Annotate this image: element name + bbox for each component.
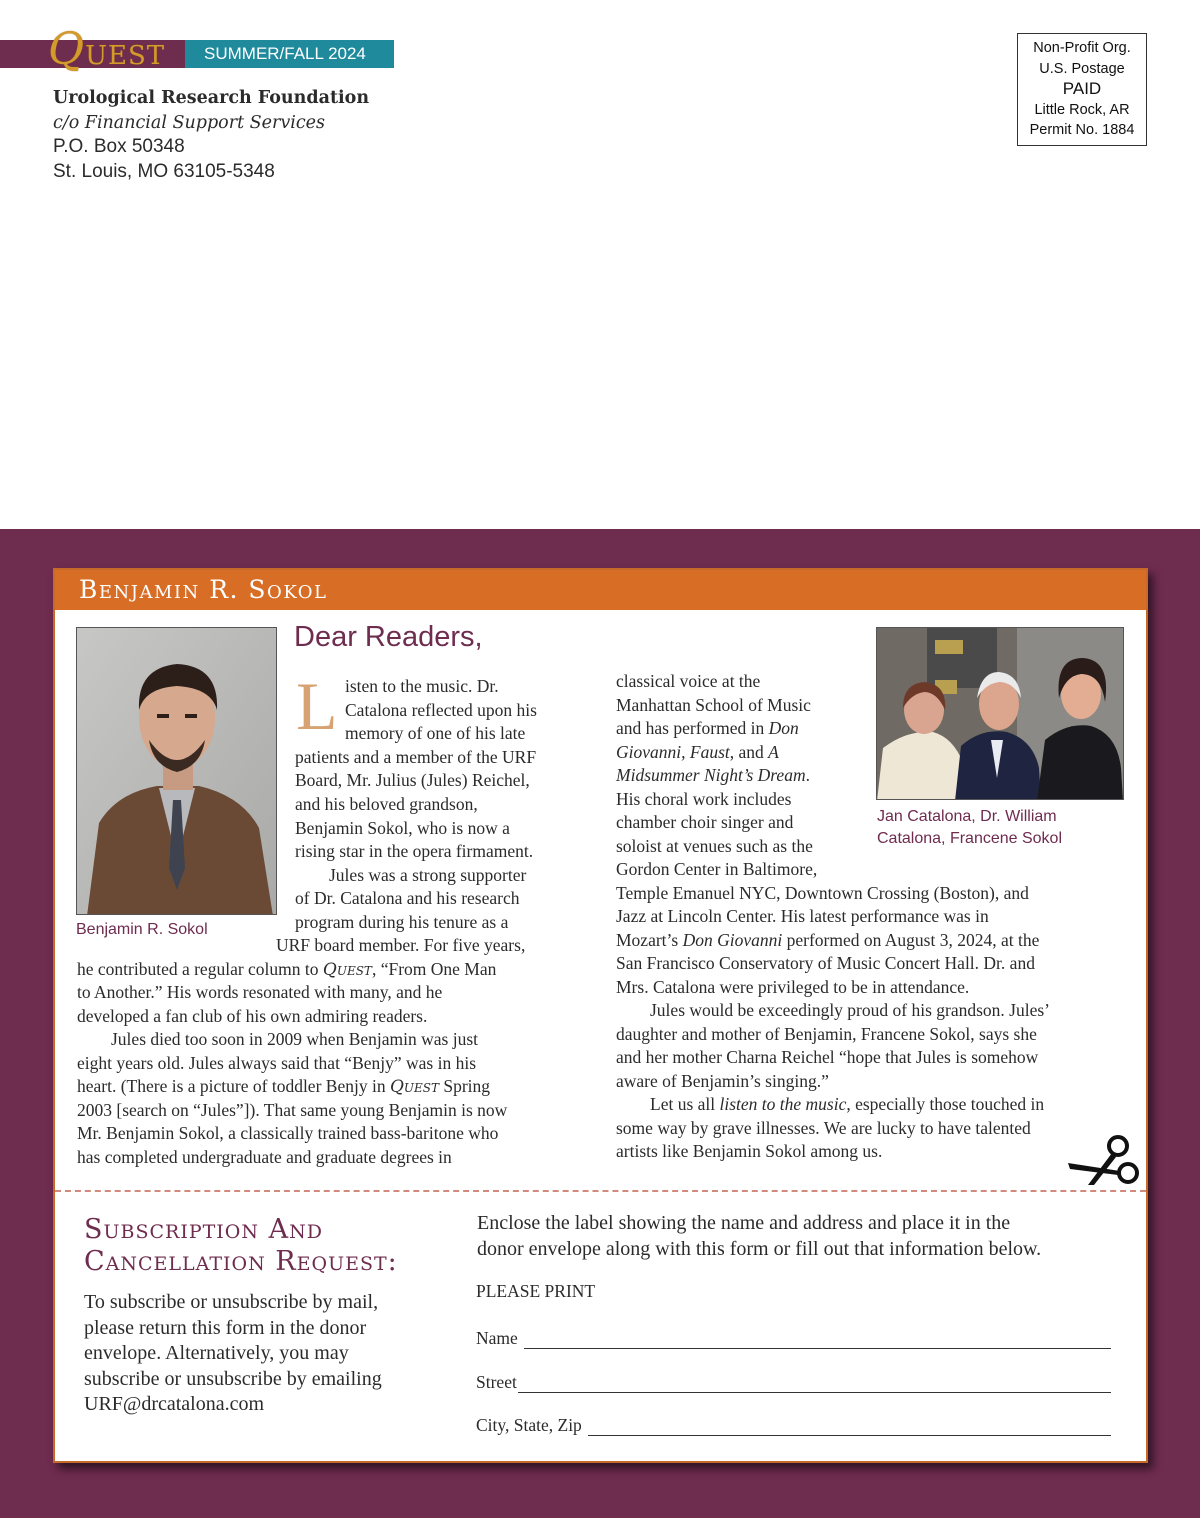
col2-line	[616, 717, 799, 741]
col1-line: and his beloved grandson,	[295, 794, 478, 814]
col2-line	[616, 741, 779, 765]
form-title-line: Subscription And	[84, 1214, 323, 1245]
name-field	[476, 1328, 1111, 1349]
col1-line: eight years old. Jules always said that “Benjy” was in his	[77, 1053, 477, 1073]
col1-line: Mr. Benjamin Sokol, a classically trained bass-baritone who	[77, 1123, 499, 1143]
col1-line: program during his tenure as a	[295, 912, 509, 932]
return-co: c/o Financial Support Services	[53, 112, 325, 133]
text-run: , “From One Man	[371, 959, 497, 979]
enclose-line: donor envelope along with this form or fill out that information below.	[477, 1238, 1042, 1260]
text-run: , and	[729, 742, 769, 762]
instruction-line: please return this form in the donor	[84, 1316, 367, 1339]
drop-cap: L	[296, 668, 338, 744]
col1-line	[77, 1075, 490, 1100]
please-print-label: PLEASE PRINT	[476, 1281, 596, 1301]
text-run: , especially those touched in	[846, 1094, 1045, 1114]
name-input-line[interactable]	[524, 1330, 1111, 1349]
postage-paid: PAID	[1062, 79, 1102, 98]
quest-name: Quest	[389, 1077, 439, 1097]
group-caption: Jan Catalona, Dr. William Catalona, Francene Sokol	[877, 808, 1062, 847]
logo-initial: Q	[48, 24, 86, 75]
col2-line: Temple Emanuel NYC, Downtown Crossing (Boston), and	[616, 883, 1029, 903]
portrait-illustration	[77, 628, 277, 915]
group-photo	[876, 627, 1124, 800]
form-title	[84, 1214, 398, 1278]
text-run: Mozart’s	[616, 930, 683, 950]
form-instructions	[84, 1290, 382, 1418]
quest-name: Quest	[322, 960, 372, 980]
col2-line: chamber choir singer and	[616, 812, 794, 832]
portrait-caption: Benjamin R. Sokol	[76, 921, 208, 938]
group-illustration	[877, 628, 1124, 800]
text-run: .	[805, 765, 810, 785]
col1-line: Catalona reflected upon his	[345, 700, 537, 720]
street-input-line[interactable]	[518, 1374, 1111, 1393]
col2-line: Jazz at Lincoln Center. His latest performance was in	[616, 906, 989, 926]
col2-line	[616, 764, 810, 788]
col2-line: San Francisco Conservatory of Music Concert Hall. Dr. and	[616, 953, 1035, 973]
enclose-line: Enclose the label showing the name and address and place it in the	[477, 1212, 1011, 1234]
return-po: P.O. Box 50348	[53, 136, 185, 157]
cut-line	[55, 1190, 1146, 1192]
city-state-zip-input-line[interactable]	[588, 1417, 1111, 1436]
masthead	[0, 24, 395, 75]
col1-line: of Dr. Catalona and his research	[295, 888, 520, 908]
text-run-italic: Giovanni, Faust	[616, 742, 730, 762]
col2-line: artists like Benjamin Sokol among us.	[616, 1141, 883, 1161]
col1-line: rising star in the opera firmament.	[295, 841, 534, 861]
portrait-photo	[76, 627, 277, 915]
issue-label: SUMMER/FALL 2024	[185, 40, 394, 68]
scissors-icon	[1066, 1133, 1140, 1197]
col2-line: Jules would be exceedingly proud of his grandson. Jules’	[650, 1000, 1050, 1020]
text-run-italic: listen to the music	[719, 1094, 847, 1114]
col1-line: patients and a member of the URF	[295, 747, 537, 767]
col1-line: isten to the music. Dr.	[345, 676, 499, 696]
text-run: performed on August 3, 2024, at the	[782, 930, 1040, 950]
quest-logo	[48, 24, 166, 78]
logo-rest: UEST	[85, 41, 166, 71]
postage-line: Permit No. 1884	[1029, 122, 1135, 138]
col1-line: Board, Mr. Julius (Jules) Reichel,	[295, 770, 530, 790]
col1-line: developed a fan club of his own admiring readers.	[77, 1006, 428, 1026]
col2-line: some way by grave illnesses. We are lucky to have talented	[616, 1118, 1031, 1138]
text-run: he contributed a regular column to	[77, 959, 323, 979]
col1-line: has completed undergraduate and graduate degrees in	[77, 1147, 452, 1167]
col2-line: Mrs. Catalona were privileged to be in attendance.	[616, 977, 970, 997]
col2-line	[616, 929, 1039, 953]
street-label: Street	[476, 1372, 517, 1392]
col2-line	[650, 1093, 1044, 1117]
return-city: St. Louis, MO 63105-5348	[53, 160, 275, 182]
col1-line: to Another.” His words resonated with many, and he	[77, 982, 443, 1002]
col1-line	[77, 958, 496, 983]
col1-line: 2003 [search on “Jules”]). That same young Benjamin is now	[77, 1100, 508, 1120]
article-header: Benjamin R. Sokol	[55, 570, 1146, 610]
instruction-line: subscribe or unsubscribe by emailing	[84, 1367, 382, 1390]
postage-line: Little Rock, AR	[1034, 101, 1130, 118]
city-state-zip-label: City, State, Zip	[476, 1415, 582, 1435]
text-run-italic: Midsummer Night’s Dream	[616, 765, 806, 785]
text-run: and has performed in	[616, 718, 769, 738]
instruction-line: To subscribe or unsubscribe by mail,	[84, 1291, 379, 1313]
col2-line: soloist at venues such as the	[616, 836, 813, 856]
form-title-line: Cancellation Request:	[84, 1246, 398, 1277]
col2-line: daughter and mother of Benjamin, Francene Sokol, says she	[616, 1024, 1037, 1044]
contact-email: URF@drcatalona.com	[84, 1393, 265, 1415]
greeting-heading: Dear Readers,	[294, 621, 483, 653]
col2-line: and her mother Charna Reichel “hope that Jules is somehow	[616, 1047, 1039, 1067]
col1-line: Jules was a strong supporter	[329, 865, 527, 885]
postage-line: U.S. Postage	[1039, 60, 1125, 77]
col2-line: classical voice at the	[616, 671, 761, 691]
enclose-instructions	[477, 1210, 1041, 1262]
return-org: Urological Research Foundation	[53, 88, 370, 108]
text-run: Spring	[439, 1076, 491, 1096]
col2-line: aware of Benjamin’s singing.”	[616, 1071, 829, 1091]
city-state-zip-field	[476, 1415, 1111, 1436]
instruction-line: envelope. Alternatively, you may	[84, 1342, 349, 1364]
col1-line: URF board member. For five years,	[276, 935, 526, 955]
col2-line: His choral work includes	[616, 789, 792, 809]
return-address	[53, 86, 369, 184]
street-field	[476, 1372, 1111, 1393]
text-run-italic: A	[768, 742, 779, 762]
col1-line: Jules died too soon in 2009 when Benjamin was just	[111, 1029, 478, 1049]
postage-indicia	[1017, 33, 1147, 146]
text-run: heart. (There is a picture of toddler Benjy in	[77, 1076, 390, 1096]
name-label: Name	[476, 1328, 518, 1348]
text-run: Let us all	[650, 1094, 720, 1114]
col1-line: memory of one of his late	[345, 723, 526, 743]
text-run-italic: Don	[768, 718, 799, 738]
postage-line: Non-Profit Org.	[1033, 40, 1131, 56]
text-run-italic: Don Giovanni	[682, 930, 783, 950]
col2-line: Manhattan School of Music	[616, 695, 811, 715]
col1-line: Benjamin Sokol, who is now a	[295, 818, 510, 838]
col2-line: Gordon Center in Baltimore,	[616, 859, 818, 879]
